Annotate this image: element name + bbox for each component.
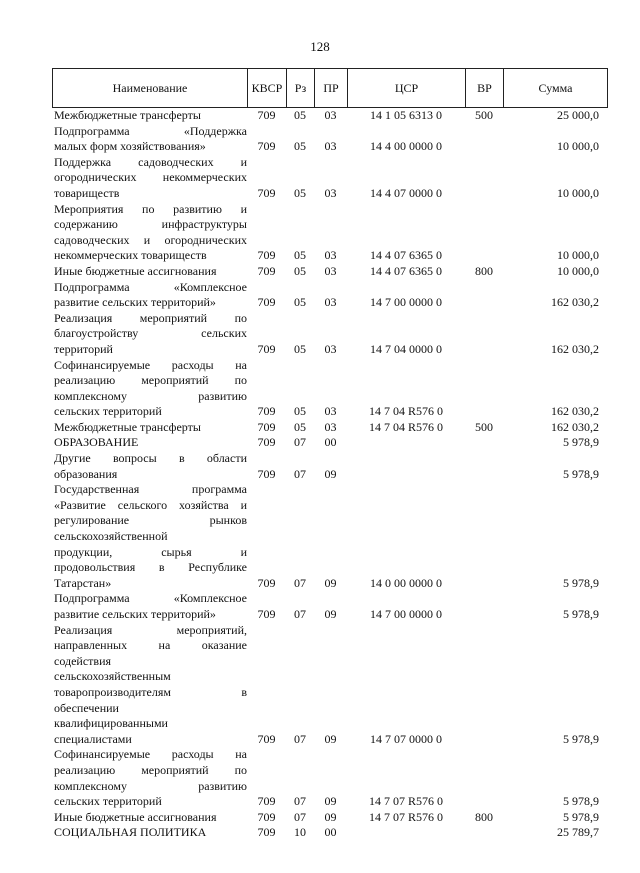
row-rz: 05 (294, 263, 306, 278)
row-name-line: квалифицированными (54, 716, 168, 731)
row-name (52, 280, 247, 311)
row-kvsr: 709 (257, 108, 276, 122)
row-name-line: реализацию мероприятий по (54, 762, 247, 777)
header-csr: ЦСР (348, 69, 466, 107)
row-rz: 07 (294, 731, 306, 746)
table-row (52, 825, 608, 841)
row-name (52, 825, 247, 841)
row-sum: 5 978,9 (563, 809, 599, 824)
row-name-line: Подпрограмма «Комплексное (54, 591, 247, 606)
header-sum: Сумма (538, 80, 573, 95)
row-name-line: Реализация мероприятий, (54, 622, 247, 637)
header-name: Наименование (53, 69, 248, 107)
row-name (52, 623, 247, 748)
row-kvsr: 709 (257, 263, 276, 278)
row-name-line: СОЦИАЛЬНАЯ ПОЛИТИКА (54, 825, 207, 840)
row-name-line: ОБРАЗОВАНИЕ (54, 435, 139, 450)
row-rz: 07 (294, 466, 306, 481)
row-rz: 07 (294, 809, 306, 824)
row-name-line: Подпрограмма «Поддержка (54, 123, 247, 138)
row-name (52, 810, 247, 826)
row-rz: 07 (294, 607, 306, 621)
row-name-line: некоммерческих товариществ (54, 248, 207, 263)
row-name-line: товариществ (54, 185, 120, 200)
row-sum: 5 978,9 (563, 607, 599, 621)
table-row (52, 623, 608, 748)
row-csr: 14 7 00 0000 0 (370, 295, 442, 310)
row-name-line: реализацию мероприятий по (54, 373, 247, 388)
row-name-line: Татарстан» (54, 575, 112, 590)
row-csr: 14 7 00 0000 0 (370, 607, 442, 621)
row-rz: 05 (294, 108, 306, 122)
row-kvsr: 709 (257, 435, 276, 450)
row-csr: 14 7 07 0000 0 (370, 731, 442, 746)
row-csr: 14 4 07 0000 0 (370, 185, 442, 200)
row-name-line: товаропроизводителям в (54, 684, 247, 699)
row-pr: 03 (324, 185, 337, 200)
row-name-line: Подпрограмма «Комплексное (54, 279, 247, 294)
row-rz: 05 (294, 139, 306, 154)
row-rz: 05 (294, 248, 306, 263)
row-pr: 09 (324, 466, 337, 481)
row-kvsr: 709 (257, 825, 276, 840)
row-kvsr: 709 (257, 794, 276, 809)
row-sum: 10 000,0 (557, 139, 599, 154)
row-rz: 05 (294, 295, 306, 310)
row-csr: 14 4 07 6365 0 (370, 248, 442, 263)
row-name-line: обеспечении (54, 700, 119, 715)
table-row (52, 155, 608, 202)
row-csr: 14 7 07 R576 0 (368, 794, 443, 809)
row-name-line: Софинансируемые расходы на (54, 357, 247, 372)
row-kvsr: 709 (257, 248, 276, 263)
row-pr: 03 (324, 263, 337, 278)
row-name-line: продукции, сырья и (54, 544, 247, 559)
table-row (52, 264, 608, 280)
row-rz: 05 (294, 419, 306, 434)
row-name-line: огороднических некоммерческих (54, 170, 247, 185)
row-name-line: Поддержка садоводческих и (54, 154, 247, 169)
table-row (52, 591, 608, 622)
row-pr: 09 (324, 809, 337, 824)
row-rz: 10 (294, 825, 306, 840)
row-pr: 09 (324, 731, 337, 746)
row-name-line: комплексному развитию (54, 778, 247, 793)
row-sum: 162 030,2 (551, 295, 599, 310)
row-kvsr: 709 (257, 185, 276, 200)
row-sum: 10 000,0 (557, 263, 599, 278)
row-name-line: Реализация мероприятий по (54, 310, 247, 325)
table-row (52, 435, 608, 451)
row-name-line: Государственная программа (54, 482, 247, 497)
row-name-line: образования (54, 466, 118, 481)
row-kvsr: 709 (257, 809, 276, 824)
row-name-line: специалистами (54, 731, 132, 746)
row-name (52, 202, 247, 264)
row-name (52, 451, 247, 482)
row-pr: 09 (324, 575, 337, 590)
row-csr: 14 4 00 0000 0 (370, 139, 442, 154)
header-pr: ПР (315, 69, 348, 107)
row-name-line: Мероприятия по развитию и (54, 201, 247, 216)
header-kvsr: КВСР (248, 69, 287, 107)
table-row (52, 451, 608, 482)
row-csr: 14 7 04 0000 0 (370, 341, 442, 356)
row-sum: 10 000,0 (557, 185, 599, 200)
row-name-line: комплексному развитию (54, 388, 247, 403)
row-kvsr: 709 (257, 575, 276, 590)
row-csr: 14 7 07 R576 0 (368, 809, 443, 824)
row-vr: 500 (475, 108, 493, 122)
row-name-line: Межбюджетные трансферты (54, 108, 201, 122)
row-sum: 25 000,0 (557, 108, 599, 122)
row-kvsr: 709 (257, 295, 276, 310)
row-name-line: Межбюджетные трансферты (54, 419, 201, 434)
table-row (52, 482, 608, 591)
row-name (52, 155, 247, 202)
row-pr: 03 (324, 404, 337, 419)
row-pr: 03 (324, 419, 337, 434)
row-sum: 25 789,7 (557, 825, 599, 840)
row-sum: 5 978,9 (563, 466, 599, 481)
table-row (52, 108, 608, 124)
row-pr: 03 (324, 341, 337, 356)
row-name-line: сельских территорий (54, 404, 162, 419)
row-rz: 05 (294, 404, 306, 419)
row-name-line: развитие сельских территорий» (54, 295, 216, 310)
row-name-line: сельских территорий (54, 794, 162, 809)
row-vr: 800 (475, 809, 493, 824)
row-pr: 03 (324, 108, 337, 122)
row-csr: 14 1 05 6313 0 (370, 108, 442, 122)
row-rz: 07 (294, 435, 306, 450)
table-row (52, 358, 608, 420)
row-name-line: регулирование рынков (54, 513, 247, 528)
row-name (52, 420, 247, 436)
table-header (52, 68, 608, 108)
row-csr: 14 7 04 R576 0 (368, 419, 443, 434)
row-sum: 5 978,9 (563, 794, 599, 809)
row-vr: 500 (475, 419, 493, 434)
row-name-line: сельскохозяйственной (54, 529, 168, 544)
row-name-line: малых форм хозяйствования» (54, 139, 206, 154)
row-pr: 09 (324, 607, 337, 621)
row-csr: 14 0 00 0000 0 (370, 575, 442, 590)
row-name-line: садоводческих и огороднических (54, 232, 247, 247)
table-body (52, 108, 608, 841)
row-kvsr: 709 (257, 607, 276, 621)
row-sum: 162 030,2 (551, 341, 599, 356)
row-pr: 03 (324, 248, 337, 263)
row-sum: 5 978,9 (563, 435, 599, 450)
table-row (52, 420, 608, 436)
row-pr: 09 (324, 794, 337, 809)
table-row (52, 747, 608, 809)
table-row (52, 202, 608, 264)
row-name-line: Софинансируемые расходы на (54, 747, 247, 762)
row-name-line: сельскохозяйственным (54, 669, 171, 684)
row-name-line: содержанию инфраструктуры (54, 217, 247, 232)
row-name-line: направленных на оказание (54, 638, 247, 653)
row-sum: 10 000,0 (557, 248, 599, 263)
row-name-line: продовольствия в Республике (54, 560, 247, 575)
row-kvsr: 709 (257, 419, 276, 434)
row-rz: 07 (294, 575, 306, 590)
row-vr: 800 (475, 263, 493, 278)
table-row (52, 810, 608, 826)
row-sum: 162 030,2 (551, 404, 599, 419)
row-name (52, 591, 247, 622)
row-name-line: содействия (54, 653, 112, 668)
row-name-line: благоустройству сельских (54, 326, 247, 341)
row-name-line: Другие вопросы в области (54, 451, 247, 466)
row-rz: 05 (294, 341, 306, 356)
row-pr: 00 (324, 825, 337, 840)
row-kvsr: 709 (257, 341, 276, 356)
row-name-line: Иные бюджетные ассигнования (54, 263, 217, 278)
row-name-line: территорий (54, 341, 113, 356)
table-row (52, 280, 608, 311)
row-pr: 03 (324, 295, 337, 310)
header-rz: Рз (287, 69, 315, 107)
row-sum: 5 978,9 (563, 731, 599, 746)
row-csr: 14 7 04 R576 0 (368, 404, 443, 419)
page-number: 128 (310, 39, 330, 54)
row-rz: 07 (294, 794, 306, 809)
row-name (52, 482, 247, 591)
row-name (52, 747, 247, 809)
row-sum: 162 030,2 (551, 419, 599, 434)
row-kvsr: 709 (257, 731, 276, 746)
row-name (52, 358, 247, 420)
row-csr: 14 4 07 6365 0 (370, 263, 442, 278)
row-sum: 5 978,9 (563, 575, 599, 590)
row-kvsr: 709 (257, 139, 276, 154)
table-row (52, 124, 608, 155)
table-row (52, 311, 608, 358)
header-vr: ВР (466, 69, 504, 107)
row-pr: 00 (324, 435, 337, 450)
row-name (52, 108, 247, 124)
row-name (52, 435, 247, 451)
row-kvsr: 709 (257, 404, 276, 419)
row-name-line: «Развитие сельского хозяйства и (54, 497, 247, 512)
row-name-line: развитие сельских территорий» (54, 607, 216, 621)
row-name (52, 264, 247, 280)
row-kvsr: 709 (257, 466, 276, 481)
row-name-line: Иные бюджетные ассигнования (54, 809, 217, 824)
row-name (52, 311, 247, 358)
row-name (52, 124, 247, 155)
row-rz: 05 (294, 185, 306, 200)
row-pr: 03 (324, 139, 337, 154)
